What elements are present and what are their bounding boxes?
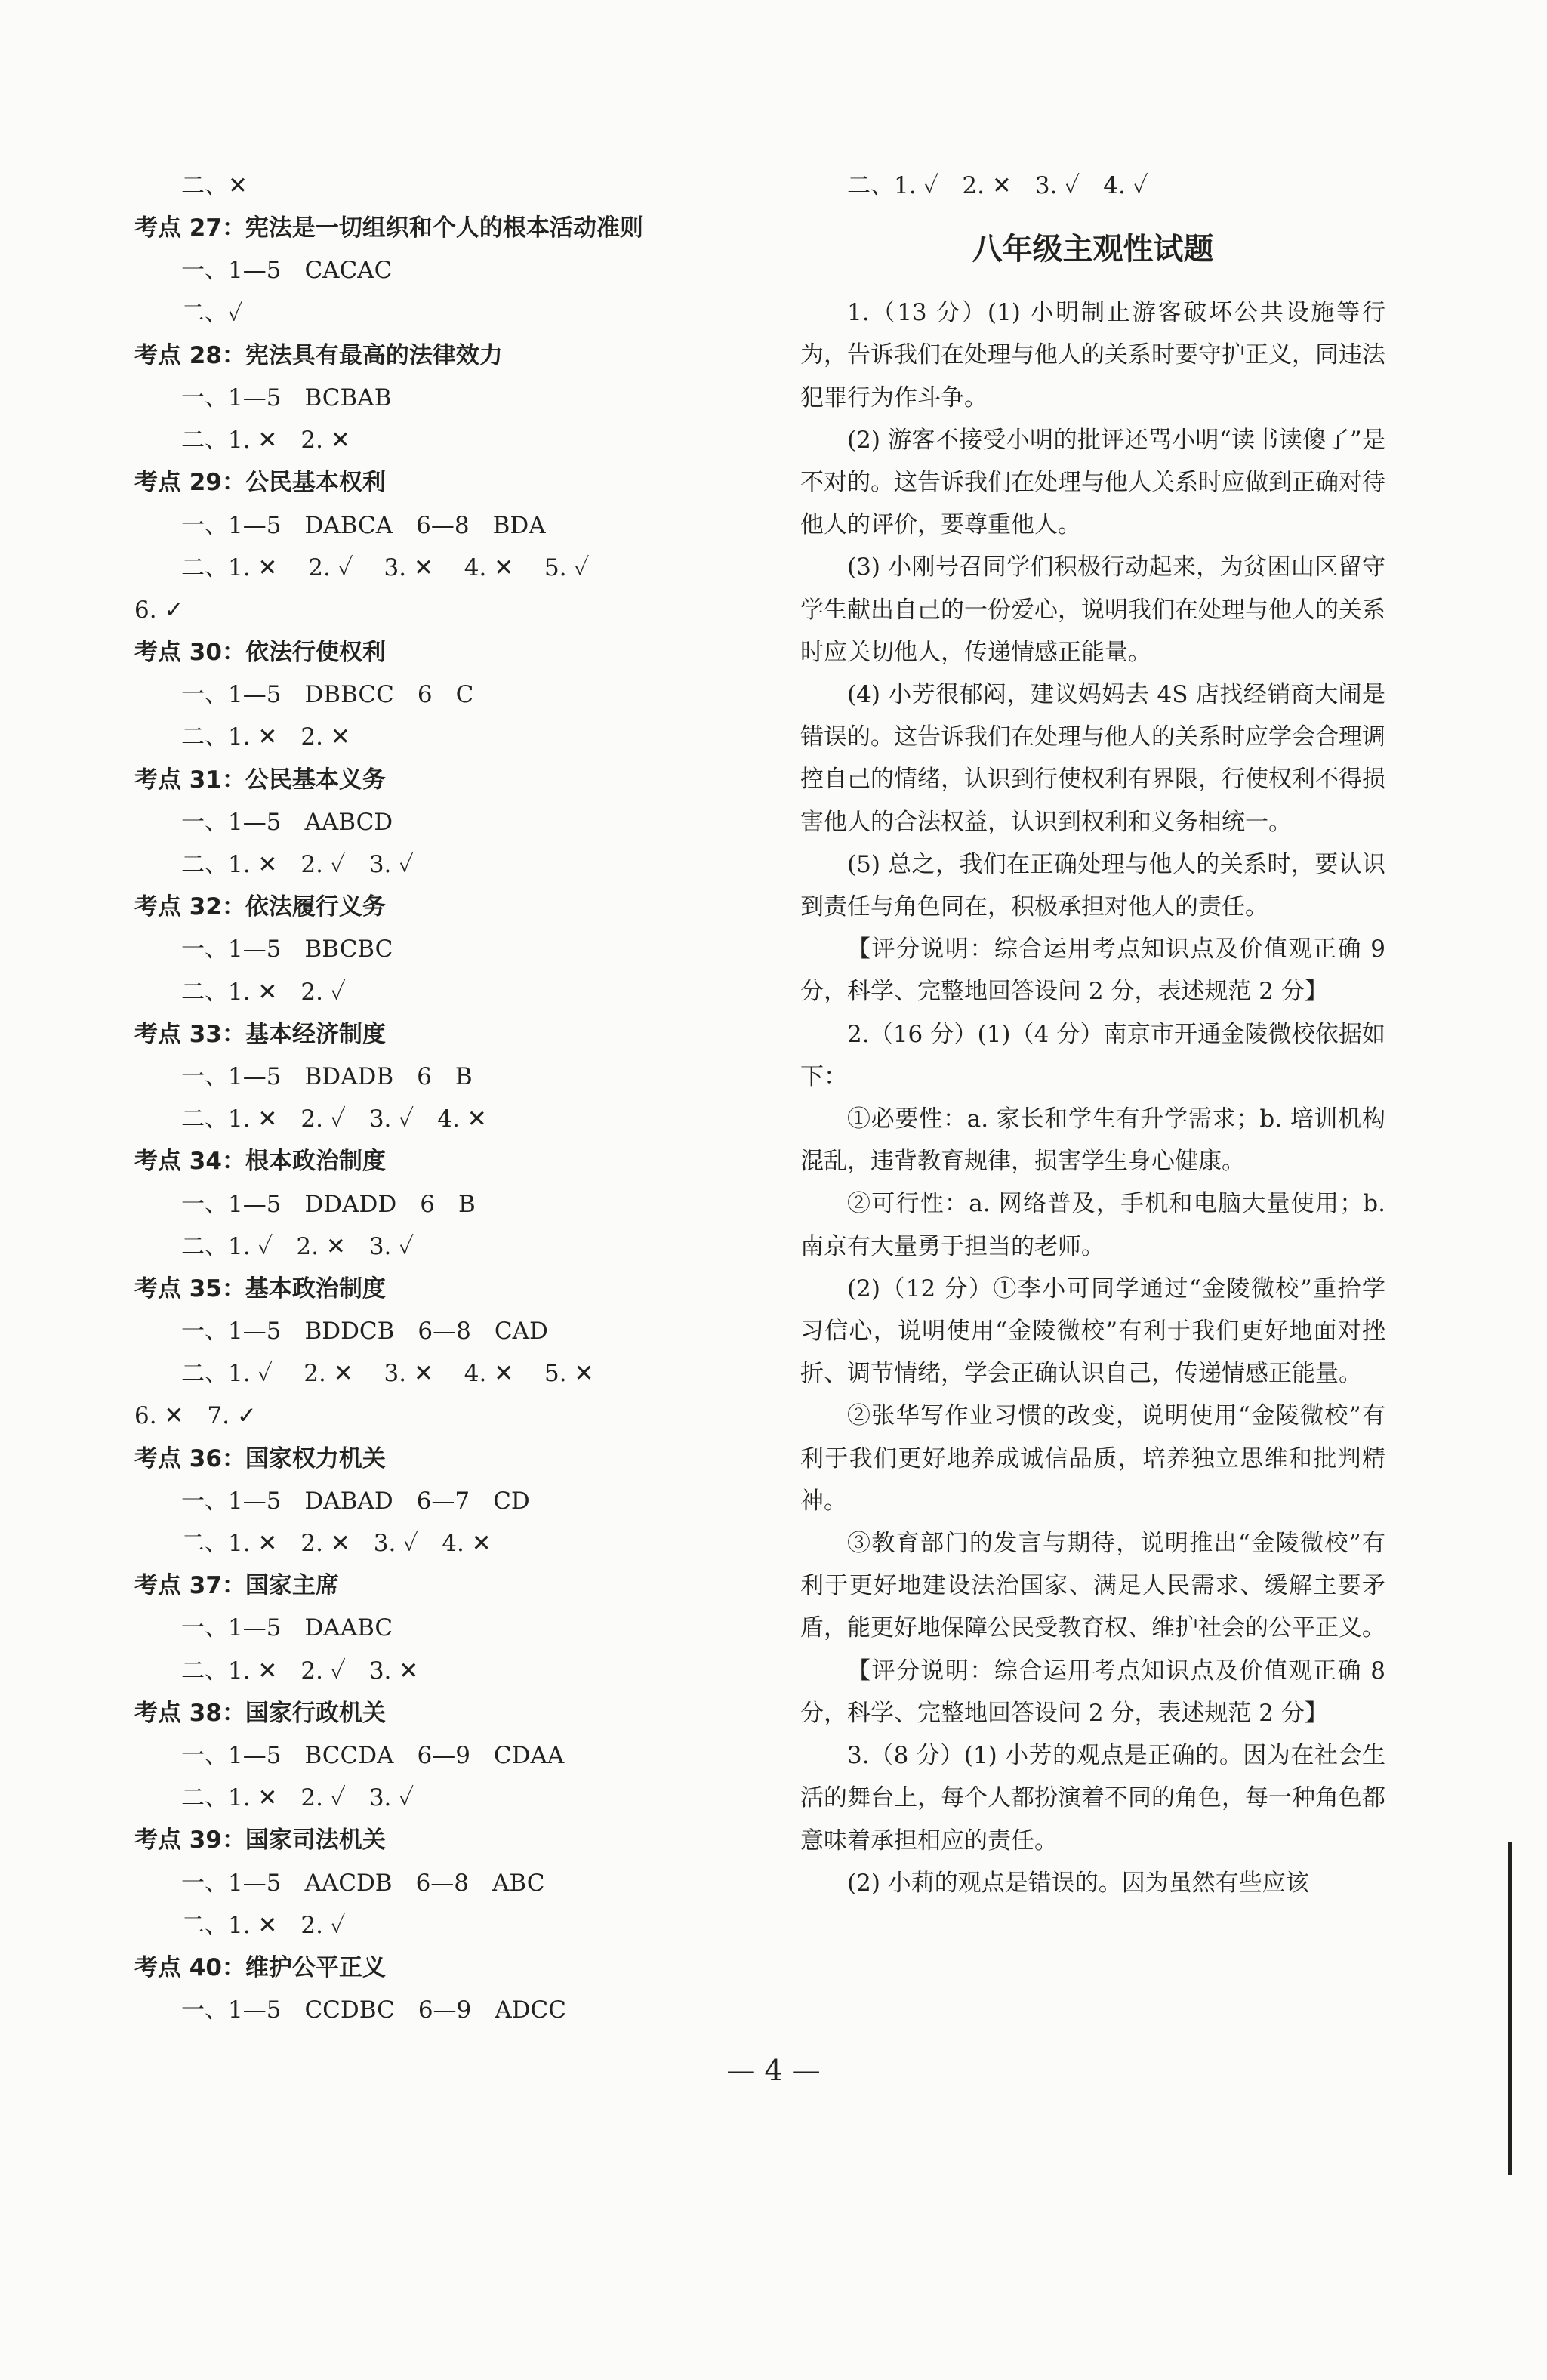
right-column (800, 165, 1385, 1904)
top-answer: 二、1. ✓ 2. ✕ 3. ✓ 4. ✓ (847, 172, 1148, 199)
topic-heading: 考点 34：根本政治制度 (134, 1148, 386, 1176)
answer-line: 二、1. ✕ 2. ✓ 3. ✓ (181, 1784, 414, 1812)
answer-paragraph: (4) 小芳很郁闷，建议妈妈去 4S 店找经销商大闹是错误的。这告诉我们在处理与他人的关系时应学会合理调控自己的情绪，认识到行使权利有界限，行使权利不得损害他人的合法权益，认识到权利和义务相统一。 (800, 681, 1385, 836)
margin-rule (1508, 1842, 1512, 2175)
answer-paragraph: 3.（8 分）(1) 小芳的观点是正确的。因为在社会生活的舞台上，每个人都扮演着不同的角色，每一种角色都意味着承担相应的责任。 (800, 1742, 1385, 1854)
answer-paragraph: 2.（16 分）(1)（4 分）南京市开通金陵微校依据如下： (800, 1020, 1385, 1090)
answer-line: 二、1. ✕ 2. ✕ (181, 723, 350, 751)
answer-line: 二、1. ✕ 2. ✓ (181, 978, 346, 1006)
topic-heading: 考点 39：国家司法机关 (134, 1827, 386, 1854)
answer-paragraph: 1.（13 分）(1) 小明制止游客破坏公共设施等行为，告诉我们在处理与他人的关系时要守护正义，同违法犯罪行为作斗争。 (800, 299, 1385, 412)
topic-heading: 考点 33：基本经济制度 (134, 1020, 386, 1048)
answer-line: 一、1—5 DBBCC 6 C (181, 681, 474, 709)
answer-paragraph: (2)（12 分）①李小可同学通过“金陵微校”重拾学习信心，说明使用“金陵微校”有利于我们更好地面对挫折、调节情绪，学会正确认识自己，传递情感正能量。 (800, 1275, 1385, 1388)
topic-heading: 考点 38：国家行政机关 (134, 1699, 386, 1727)
topic-heading: 考点 37：国家主席 (134, 1572, 339, 1600)
answer-line: 二、1. ✕ 2. ✓ 3. ✓ 4. ✕ (181, 1105, 487, 1133)
answer-paragraphs (800, 291, 1385, 1904)
answer-line: 二、1. ✕ 2. ✓ 3. ✓ (181, 851, 414, 878)
topic-heading: 考点 31：公民基本义务 (134, 766, 386, 794)
answer-line: 6. ✓ (134, 596, 184, 624)
answer-line: 一、1—5 BCBAB (181, 384, 392, 412)
answer-paragraph: (2) 小莉的观点是错误的。因为虽然有些应该 (847, 1869, 1309, 1897)
topic-heading: 考点 28：宪法具有最高的法律效力 (134, 341, 503, 369)
answer-line: 一、1—5 BDDCB 6—8 CAD (181, 1318, 548, 1346)
answer-line: 一、1—5 BBCBC (181, 936, 393, 963)
topic-heading: 考点 32：依法履行义务 (134, 893, 386, 921)
topic-heading: 考点 27：宪法是一切组织和个人的根本活动准则 (134, 214, 643, 242)
answer-line: 一、1—5 CACAC (181, 257, 393, 285)
answer-paragraph: 【评分说明：综合运用考点知识点及价值观正确 9 分，科学、完整地回答设问 2 分，表述规范 2 分】 (800, 936, 1385, 1006)
answer-paragraph: ②可行性：a. 网络普及，手机和电脑大量使用；b. 南京有大量勇于担当的老师。 (800, 1190, 1385, 1260)
left-column (134, 165, 731, 2031)
answer-paragraph: (2) 游客不接受小明的批评还骂小明“读书读傻了”是不对的。这告诉我们在处理与他人关系时应做到正确对待他人的评价，要尊重他人。 (800, 426, 1385, 539)
topic-heading: 考点 40：维护公平正义 (134, 1953, 386, 1981)
topic-heading: 考点 29：公民基本权利 (134, 469, 386, 497)
topic-heading: 考点 36：国家权力机关 (134, 1444, 386, 1472)
answer-line: 二、1. ✕ 2. ✕ 3. ✓ 4. ✕ (181, 1530, 492, 1557)
topic-heading: 考点 30：依法行使权利 (134, 639, 386, 667)
answer-paragraph: ②张华写作业习惯的改变，说明使用“金陵微校”有利于我们更好地养成诚信品质，培养独立思维和批判精神。 (800, 1402, 1385, 1515)
answer-line: 一、1—5 DABAD 6—7 CD (181, 1487, 530, 1515)
answer-line: 二、1. ✕ 2. ✕ (181, 427, 350, 455)
answer-line: 一、1—5 DAABC (181, 1614, 393, 1642)
answer-paragraph: ①必要性：a. 家长和学生有升学需求；b. 培训机构混乱，违背教育规律，损害学生身心健康。 (800, 1105, 1385, 1176)
answer-line: 6. ✕ 7. ✓ (134, 1402, 257, 1430)
answer-line: 二、1. ✓ 2. ✕ 3. ✕ 4. ✕ 5. ✕ (181, 1360, 594, 1388)
answer-line: 一、1—5 CCDBC 6—9 ADCC (181, 1996, 566, 2024)
answer-line: 一、1—5 AABCD (181, 808, 393, 836)
answer-paragraph: (3) 小刚号召同学们积极行动起来，为贫困山区留守学生献出自己的一份爱心，说明我们在处理与他人的关系时应关切他人，传递情感正能量。 (800, 553, 1385, 666)
answer-line: 二、1. ✕ 2. ✓ 3. ✕ (181, 1657, 419, 1685)
answer-line: 一、1—5 DABCA 6—8 BDA (181, 511, 546, 539)
answer-paragraph: (5) 总之，我们在正确处理与他人的关系时，要认识到责任与角色同在，积极承担对他人的责任。 (800, 850, 1385, 921)
answer-line: 二、✓ (181, 299, 243, 327)
page-number: — 4 — (726, 2054, 821, 2087)
topic-heading: 考点 35：基本政治制度 (134, 1275, 386, 1303)
answer-line: 一、1—5 BCCDA 6—9 CDAA (181, 1741, 565, 1769)
section-title: 八年级主观性试题 (972, 232, 1214, 267)
answer-line: 二、1. ✓ 2. ✕ 3. ✓ (181, 1232, 414, 1260)
answer-line: 二、1. ✕ 2. ✓ 3. ✕ 4. ✕ 5. ✓ (181, 553, 590, 581)
answer-paragraph: ③教育部门的发言与期待，说明推出“金陵微校”有利于更好地建设法治国家、满足人民需求、缓解主要矛盾，能更好地保障公民受教育权、维护社会的公平正义。 (800, 1530, 1385, 1642)
answer-paragraph: 【评分说明：综合运用考点知识点及价值观正确 8 分，科学、完整地回答设问 2 分，表述规范 2 分】 (800, 1657, 1385, 1727)
answer-line: 二、✕ (181, 172, 248, 199)
answer-line: 一、1—5 BDADB 6 B (181, 1062, 473, 1090)
answer-line: 一、1—5 DDADD 6 B (181, 1190, 476, 1218)
answer-line: 一、1—5 AACDB 6—8 ABC (181, 1869, 545, 1897)
answer-line: 二、1. ✕ 2. ✓ (181, 1911, 346, 1939)
